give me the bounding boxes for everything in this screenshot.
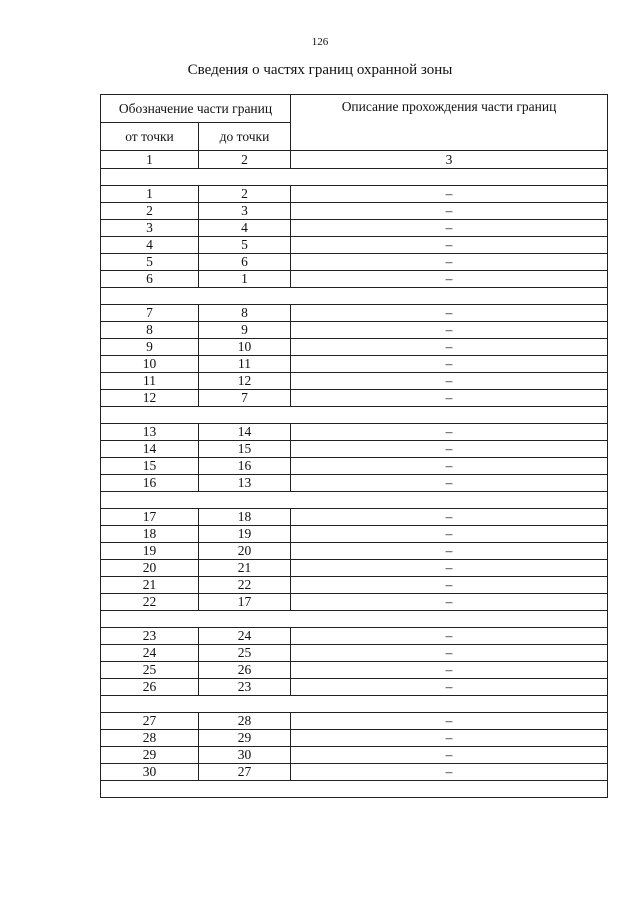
- to-point-cell: 4: [199, 220, 291, 237]
- column-number: 2: [199, 151, 291, 169]
- to-point-cell: 26: [199, 662, 291, 679]
- to-point-cell: 20: [199, 543, 291, 560]
- to-point-cell: 6: [199, 254, 291, 271]
- from-point-cell: 15: [101, 458, 199, 475]
- group-separator-row: [101, 288, 608, 305]
- table-row: [101, 526, 608, 543]
- table-row: [101, 543, 608, 560]
- table-row: [101, 713, 608, 730]
- group-separator-cell: [101, 611, 608, 628]
- from-point-cell: 2: [101, 203, 199, 220]
- table-row: [101, 594, 608, 611]
- to-point-cell: 19: [199, 526, 291, 543]
- boundary-parts-table: [100, 94, 608, 798]
- description-cell: –: [291, 254, 608, 271]
- to-point-cell: 3: [199, 203, 291, 220]
- description-cell: –: [291, 560, 608, 577]
- description-cell: –: [291, 305, 608, 322]
- from-point-cell: 29: [101, 747, 199, 764]
- group-separator-row: [101, 696, 608, 713]
- table-row: [101, 509, 608, 526]
- table-row: [101, 645, 608, 662]
- description-cell: –: [291, 475, 608, 492]
- from-point-cell: 13: [101, 424, 199, 441]
- table-row: [101, 254, 608, 271]
- description-cell: –: [291, 730, 608, 747]
- description-cell: –: [291, 713, 608, 730]
- to-point-cell: 25: [199, 645, 291, 662]
- group-separator-cell: [101, 169, 608, 186]
- to-point-cell: 24: [199, 628, 291, 645]
- table-row: [101, 356, 608, 373]
- from-point-cell: 7: [101, 305, 199, 322]
- table-row: [101, 186, 608, 203]
- from-point-cell: 27: [101, 713, 199, 730]
- designation-header: Обозначение части границ: [101, 95, 291, 123]
- description-cell: –: [291, 747, 608, 764]
- from-point-cell: 10: [101, 356, 199, 373]
- table-row: [101, 560, 608, 577]
- to-point-cell: 17: [199, 594, 291, 611]
- from-point-cell: 18: [101, 526, 199, 543]
- description-cell: –: [291, 203, 608, 220]
- to-point-cell: 23: [199, 679, 291, 696]
- from-point-cell: 17: [101, 509, 199, 526]
- table-row: [101, 458, 608, 475]
- description-cell: –: [291, 339, 608, 356]
- table-body: [101, 169, 608, 798]
- group-separator-cell: [101, 781, 608, 798]
- description-cell: –: [291, 390, 608, 407]
- group-separator-row: [101, 492, 608, 509]
- group-separator-row: [101, 781, 608, 798]
- to-point-cell: 7: [199, 390, 291, 407]
- to-point-cell: 11: [199, 356, 291, 373]
- from-point-cell: 5: [101, 254, 199, 271]
- group-separator-cell: [101, 696, 608, 713]
- from-point-cell: 20: [101, 560, 199, 577]
- from-point-cell: 24: [101, 645, 199, 662]
- table-row: [101, 220, 608, 237]
- to-point-cell: 18: [199, 509, 291, 526]
- to-point-cell: 8: [199, 305, 291, 322]
- from-point-cell: 14: [101, 441, 199, 458]
- to-point-cell: 12: [199, 373, 291, 390]
- group-separator-row: [101, 169, 608, 186]
- description-cell: –: [291, 594, 608, 611]
- description-cell: –: [291, 662, 608, 679]
- from-point-cell: 21: [101, 577, 199, 594]
- table-row: [101, 441, 608, 458]
- from-point-cell: 25: [101, 662, 199, 679]
- description-cell: –: [291, 509, 608, 526]
- to-point-cell: 27: [199, 764, 291, 781]
- description-cell: –: [291, 577, 608, 594]
- from-point-cell: 1: [101, 186, 199, 203]
- to-point-cell: 1: [199, 271, 291, 288]
- to-point-cell: 30: [199, 747, 291, 764]
- description-cell: –: [291, 526, 608, 543]
- description-cell: –: [291, 628, 608, 645]
- description-cell: –: [291, 271, 608, 288]
- table-row: [101, 305, 608, 322]
- from-point-cell: 9: [101, 339, 199, 356]
- table-row: [101, 339, 608, 356]
- group-separator-row: [101, 407, 608, 424]
- from-point-cell: 19: [101, 543, 199, 560]
- from-point-cell: 4: [101, 237, 199, 254]
- from-point-cell: 11: [101, 373, 199, 390]
- document-title: Сведения о частях границ охранной зоны: [187, 62, 453, 78]
- from-point-cell: 28: [101, 730, 199, 747]
- to-point-cell: 14: [199, 424, 291, 441]
- group-separator-cell: [101, 288, 608, 305]
- to-point-cell: 15: [199, 441, 291, 458]
- description-cell: –: [291, 424, 608, 441]
- from-point-cell: 3: [101, 220, 199, 237]
- table-row: [101, 322, 608, 339]
- table-row: [101, 390, 608, 407]
- to-point-header: до точки: [199, 123, 291, 151]
- table-row: [101, 730, 608, 747]
- from-point-cell: 6: [101, 271, 199, 288]
- description-cell: –: [291, 322, 608, 339]
- to-point-cell: 13: [199, 475, 291, 492]
- to-point-cell: 2: [199, 186, 291, 203]
- to-point-cell: 5: [199, 237, 291, 254]
- description-cell: –: [291, 679, 608, 696]
- description-cell: –: [291, 186, 608, 203]
- group-separator-cell: [101, 407, 608, 424]
- description-cell: –: [291, 220, 608, 237]
- group-separator-row: [101, 611, 608, 628]
- from-point-cell: 16: [101, 475, 199, 492]
- table-row: [101, 271, 608, 288]
- to-point-cell: 28: [199, 713, 291, 730]
- column-number: 1: [101, 151, 199, 169]
- table-header-row: [101, 95, 608, 123]
- from-point-cell: 12: [101, 390, 199, 407]
- to-point-cell: 10: [199, 339, 291, 356]
- to-point-cell: 9: [199, 322, 291, 339]
- to-point-cell: 16: [199, 458, 291, 475]
- table-row: [101, 475, 608, 492]
- table-row: [101, 764, 608, 781]
- from-point-cell: 30: [101, 764, 199, 781]
- column-number: 3: [291, 151, 608, 169]
- from-point-cell: 8: [101, 322, 199, 339]
- page-number: 126: [311, 36, 329, 48]
- from-point-cell: 22: [101, 594, 199, 611]
- from-point-header: от точки: [101, 123, 199, 151]
- table-row: [101, 373, 608, 390]
- to-point-cell: 21: [199, 560, 291, 577]
- table-row: [101, 424, 608, 441]
- description-cell: –: [291, 543, 608, 560]
- table-row: [101, 577, 608, 594]
- table-row: [101, 662, 608, 679]
- description-header: Описание прохождения части границ: [291, 95, 608, 151]
- description-cell: –: [291, 356, 608, 373]
- group-separator-cell: [101, 492, 608, 509]
- to-point-cell: 29: [199, 730, 291, 747]
- description-cell: –: [291, 237, 608, 254]
- description-cell: –: [291, 458, 608, 475]
- from-point-cell: 26: [101, 679, 199, 696]
- to-point-cell: 22: [199, 577, 291, 594]
- table-row: [101, 203, 608, 220]
- description-cell: –: [291, 645, 608, 662]
- table-row: [101, 237, 608, 254]
- description-cell: –: [291, 764, 608, 781]
- table-row: [101, 628, 608, 645]
- from-point-cell: 23: [101, 628, 199, 645]
- table-row: [101, 679, 608, 696]
- description-cell: –: [291, 373, 608, 390]
- table-row: [101, 747, 608, 764]
- description-cell: –: [291, 441, 608, 458]
- column-number-row: [101, 151, 608, 169]
